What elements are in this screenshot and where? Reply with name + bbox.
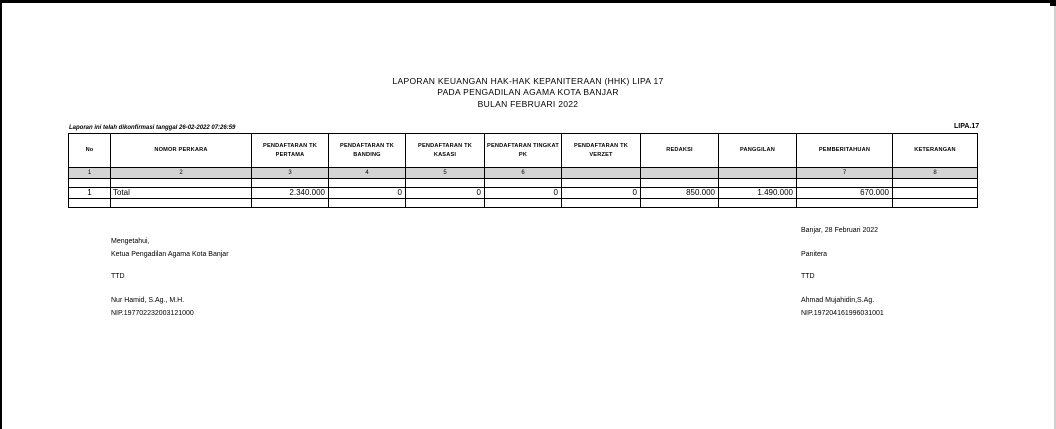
column-number-cell: 4 xyxy=(329,168,406,179)
left-sig-ttd: TTD xyxy=(111,273,125,280)
right-sig-ttd: TTD xyxy=(801,273,815,280)
total-keterangan xyxy=(893,188,978,199)
column-number-cell: 1 xyxy=(69,168,111,179)
header-cell: PENDAFTARAN TK BANDING xyxy=(329,134,406,168)
report-subtitle-month: BULAN FEBRUARI 2022 xyxy=(477,99,579,109)
spacer-row xyxy=(69,199,978,208)
page-corner-mark xyxy=(1050,0,1056,6)
header-cell: PENDAFTARAN TK PERTAMA xyxy=(252,134,329,168)
right-sig-date: Banjar, 28 Februari 2022 xyxy=(801,227,879,234)
total-redaksi: 850.000 xyxy=(641,188,719,199)
total-panggilan: 1.490.000 xyxy=(719,188,797,199)
form-code: LIPA.17 xyxy=(954,123,980,130)
column-number-cell xyxy=(719,168,797,179)
left-sig-position: Ketua Pengadilan Agama Kota Banjar xyxy=(111,251,229,258)
table-row-total xyxy=(69,188,978,199)
total-pemberitahuan: 670.000 xyxy=(797,188,893,199)
column-number-cell: 3 xyxy=(252,168,329,179)
total-pendaftaran-verzet: 0 xyxy=(562,188,641,199)
header-cell: PENDAFTARAN TK KASASI xyxy=(406,134,485,168)
column-number-cell: 7 xyxy=(797,168,893,179)
header-cell: No xyxy=(69,134,111,168)
header-cell: PENDAFTARAN TINGKAT PK xyxy=(485,134,562,168)
column-number-cell xyxy=(641,168,719,179)
total-pendaftaran-pertama: 2.340.000 xyxy=(252,188,329,199)
finance-table xyxy=(68,133,978,208)
total-pendaftaran-pk: 0 xyxy=(485,188,562,199)
left-sig-name: Nur Hamid, S.Ag., M.H. xyxy=(111,297,185,304)
right-sig-nip: NIP.197204161996031001 xyxy=(801,310,884,317)
report-subtitle-court: PADA PENGADILAN AGAMA KOTA BANJAR xyxy=(437,87,619,97)
table-header-row xyxy=(69,134,978,168)
header-cell: PEMBERITAHUAN xyxy=(797,134,893,168)
report-title: LAPORAN KEUANGAN HAK-HAK KEPANITERAAN (HHK) LIPA 17 xyxy=(392,76,664,86)
row-label: Total xyxy=(111,188,252,199)
header-cell: KETERANGAN xyxy=(893,134,978,168)
header-cell: REDAKSI xyxy=(641,134,719,168)
total-pendaftaran-kasasi: 0 xyxy=(406,188,485,199)
column-number-cell: 8 xyxy=(893,168,978,179)
column-number-cell: 6 xyxy=(485,168,562,179)
total-pendaftaran-banding: 0 xyxy=(329,188,406,199)
header-cell: PENDAFTARAN TK VERZET xyxy=(562,134,641,168)
row-number: 1 xyxy=(69,188,111,199)
right-sig-role: Panitera xyxy=(801,251,828,258)
header-cell: NOMOR PERKARA xyxy=(111,134,252,168)
spacer-row xyxy=(69,179,978,188)
column-number-cell: 5 xyxy=(406,168,485,179)
left-sig-line1: Mengetahui, xyxy=(111,238,150,245)
column-number-row xyxy=(69,168,978,179)
header-cell: PANGGILAN xyxy=(719,134,797,168)
right-sig-name: Ahmad Mujahidin,S.Ag. xyxy=(801,297,875,304)
confirmation-note: Laporan ini telah dikonfirmasi tanggal 26-02-2022 07:26:59 xyxy=(69,125,236,131)
page-border-top xyxy=(0,0,1056,3)
column-number-cell: 2 xyxy=(111,168,252,179)
left-sig-nip: NIP.197702232003121000 xyxy=(111,310,194,317)
column-number-cell xyxy=(562,168,641,179)
page-border-left xyxy=(0,0,2,429)
